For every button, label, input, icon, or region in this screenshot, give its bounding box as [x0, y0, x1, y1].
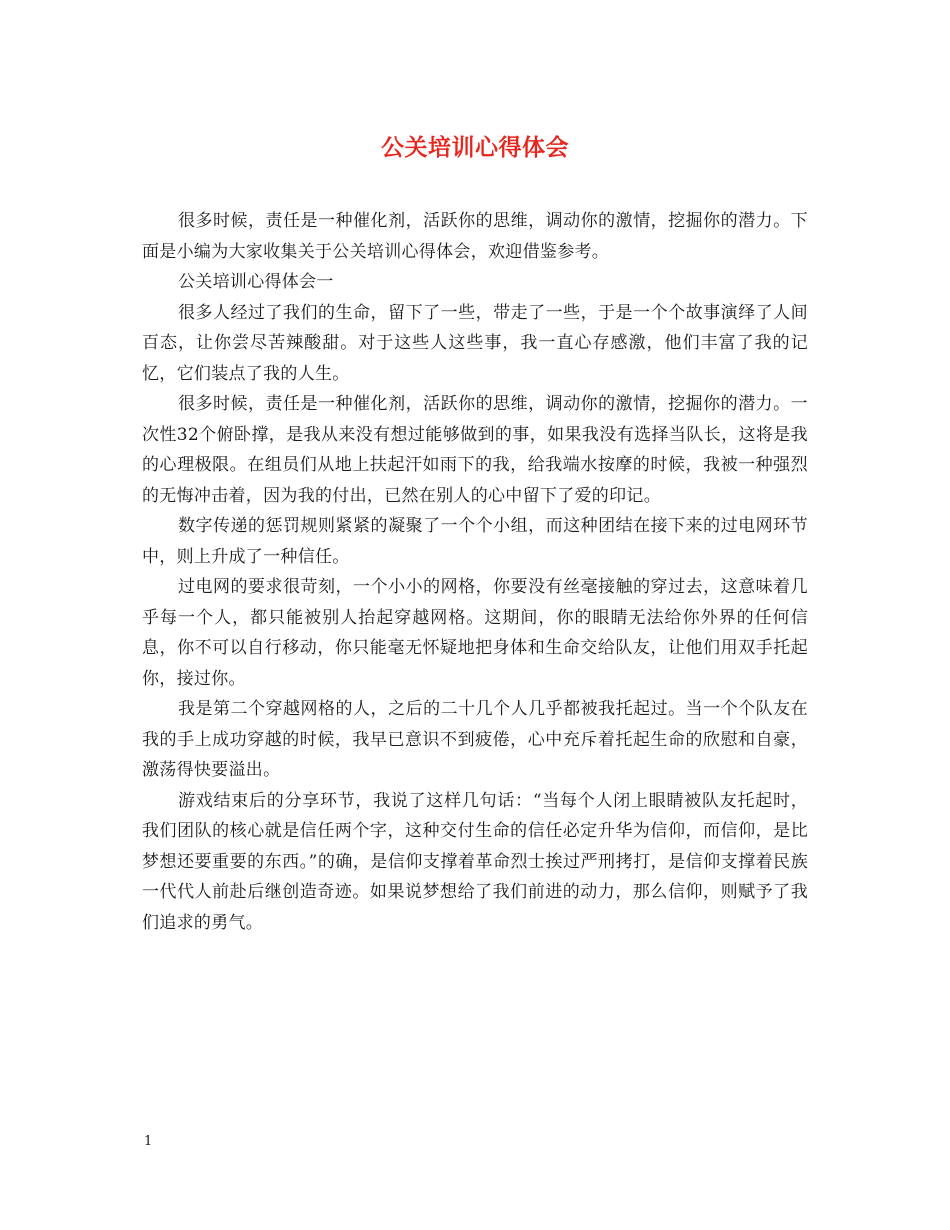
paragraph: 很多时候，责任是一种催化剂，活跃你的思维，调动你的激情，挖掘你的潜力。一次性32个俯卧撑，是我从来没有想过能够做到的事，如果我没有选择当队长，这将是我的心理极限。在组员们从地上扶起汗如雨下的我，给我端水按摩的时候，我被一种强烈的无悔冲击着，因为我的付出，已然在别人的心中留下了爱的印记。	[142, 394, 808, 506]
paragraph: 游戏结束后的分享环节，我说了这样几句话：“当每个人闭上眼睛被队友托起时，我们团队的核心就是信任两个字，这种交付生命的信任必定升华为信仰，而信仰，是比梦想还要重要的东西。”的确，是信仰支撑着革命烈士挨过严刑拷打，是信仰支撑着民族一代代人前赴后继创造奇迹。如果说梦想给了我们前进的动力，那么信仰，则赋予了我们追求的勇气。	[142, 790, 808, 933]
page-number: 1	[144, 1134, 153, 1149]
paragraph: 我是第二个穿越网格的人，之后的二十几个人几乎都被我托起过。当一个个队友在我的手上成功穿越的时候，我早已意识不到疲倦，心中充斥着托起生命的欣慰和自豪，激荡得快要溢出。	[142, 699, 808, 780]
document-body	[142, 206, 808, 938]
paragraph: 数字传递的惩罚规则紧紧的凝聚了一个个小组，而这种团结在接下来的过电网环节中，则上升成了一种信任。	[142, 516, 808, 567]
paragraph: 过电网的要求很苛刻，一个小小的网格，你要没有丝毫接触的穿过去，这意味着几乎每一个人，都只能被别人抬起穿越网格。这期间，你的眼睛无法给你外界的任何信息，你不可以自行移动，你只能毫无怀疑地把身体和生命交给队友，让他们用双手托起你，接过你。	[142, 577, 808, 689]
section-heading: 公关培训心得体会一	[178, 272, 334, 292]
page-title: 公关培训心得体会	[381, 134, 569, 161]
paragraph-intro: 很多时候，责任是一种催化剂，活跃你的思维，调动你的激情，挖掘你的潜力。下面是小编为大家收集关于公关培训心得体会，欢迎借鉴参考。	[142, 211, 808, 262]
paragraph: 很多人经过了我们的生命，留下了一些，带走了一些，于是一个个故事演绎了人间百态，让你尝尽苦辣酸甜。对于这些人这些事，我一直心存感激，他们丰富了我的记忆，它们装点了我的人生。	[142, 302, 808, 384]
